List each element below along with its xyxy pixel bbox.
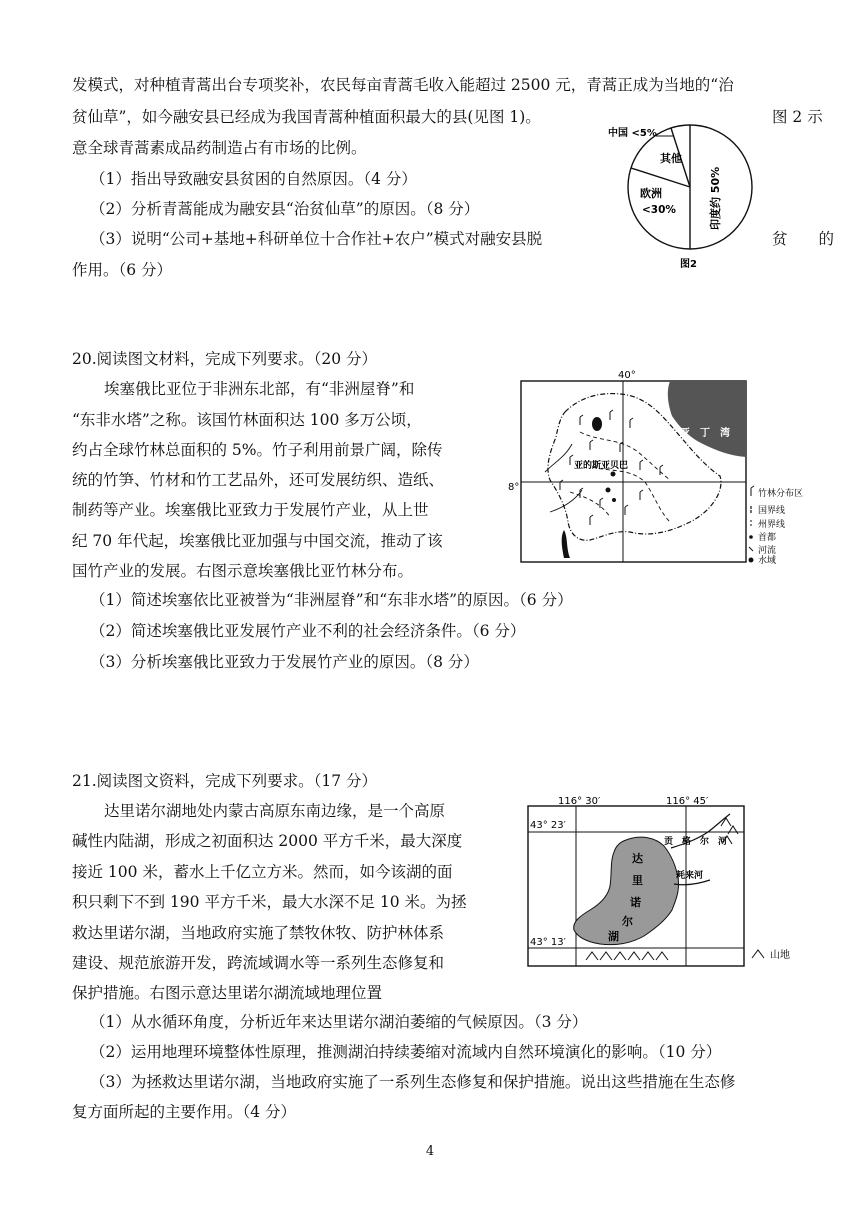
intro-line-2-right: 图 2 示 — [772, 108, 823, 126]
q20-para-5: 制药等产业。埃塞俄比亚致力于发展竹产业，从上世 — [72, 501, 429, 519]
legend-river-icon — [749, 547, 753, 551]
pie-chart-figure — [600, 122, 770, 272]
capital-label: 亚的斯亚贝巴 — [574, 461, 629, 471]
q21-para-5: 救达里诺尔湖，当地政府实施了禁牧休牧、防护林体系 — [72, 924, 445, 942]
legend-river: 河流 — [758, 546, 777, 556]
pie-label-india: 印度约 50% — [709, 166, 722, 230]
legend-water: 水域 — [758, 556, 777, 566]
pie-label-europe-pct: <30% — [642, 204, 676, 216]
intro-line-1: 发模式，对种植青蒿出台专项奖补，农民每亩青蒿毛收入能超过 2500 元，青蒿正成为当地的“治 — [72, 76, 734, 94]
q20-sub-1: （1）简述埃塞依比亚被誉为“非洲屋脊”和“东非水塔”的原因。（6 分） — [90, 591, 573, 609]
legend-capital: 首都 — [758, 533, 777, 543]
q21-sub-1: （1）从水循环角度，分析近年来达里诺尔湖泊萎缩的气候原因。（3 分） — [90, 1013, 588, 1031]
map21-lat1: 43° 23′ — [530, 820, 566, 831]
lake-tana — [592, 417, 602, 431]
q21-para-4: 积只剩下不到 190 平方千米，最大水深不足 10 米。为拯 — [72, 893, 467, 911]
q20-heading: 20.阅读图文材料，完成下列要求。（20 分） — [72, 350, 378, 368]
q21-sub-2: （2）运用地理环境整体性原理，推测湖泊持续萎缩对流域内自然环境演化的影响。（10 分） — [90, 1043, 722, 1061]
legend-bamboo: 竹林分布区 — [758, 489, 804, 499]
map-lon-label: 40° — [618, 370, 636, 381]
map21-lon2: 116° 45′ — [666, 796, 709, 807]
river1-label: 贡 格 尔 河 — [664, 837, 728, 847]
capital-marker — [611, 472, 616, 477]
pie-label-europe: 欧洲 — [640, 187, 662, 200]
dalinor-lake-map — [526, 796, 816, 970]
lake-char-2: 里 — [632, 874, 643, 887]
intro-line-3: 意全球青蒿素成品药制造占有市场的比例。 — [72, 139, 367, 157]
pie-caption: 图2 — [680, 259, 697, 270]
intro-line-2: 贫仙草”，如今融安县已经成为我国青蒿种植面积最大的县(见图 1)。 — [72, 108, 541, 126]
ethiopia-map — [508, 370, 820, 566]
intro-question-2: （2）分析青蒿能成为融安县“治贫仙草”的原因。（8 分） — [90, 200, 480, 218]
legend-mountain: 山地 — [770, 950, 790, 961]
legend-state: 州界线 — [758, 520, 786, 530]
intro-question-3: （3）说明“公司+基地+科研单位十合作社+农户”模式对融安县脱 — [90, 230, 543, 248]
river2-label: 耗来河 — [676, 871, 704, 881]
q21-para-6: 建设、规范旅游开发，跨流域调水等一系列生态修复和 — [72, 954, 445, 972]
lake-char-1: 达 — [632, 852, 643, 865]
gulf-label: 亚 丁 湾 — [680, 428, 730, 439]
legend-bamboo-icon — [751, 486, 754, 496]
page-number: 4 — [425, 1144, 435, 1159]
q20-para-7: 国竹产业的发展。右图示意埃塞俄比亚竹林分布。 — [72, 562, 414, 580]
legend-border: 国界线 — [758, 506, 786, 516]
lake-char-5: 湖 — [608, 930, 619, 943]
q20-sub-2: （2）简述埃塞俄比亚发展竹产业不利的社会经济条件。（6 分） — [90, 622, 526, 640]
q21-para-3: 接近 100 米，蓄水上千亿立方米。然而，如今该湖的面 — [72, 863, 453, 881]
q20-para-2: “东非水塔”之称。该国竹林面积达 100 多万公顷， — [72, 411, 422, 429]
map21-lon1: 116° 30′ — [558, 796, 601, 807]
map21-lat2: 43° 13′ — [530, 937, 566, 948]
pie-label-other: 其他 — [660, 152, 682, 165]
q21-sub-3a: （3）为拯救达里诺尔湖，当地政府实施了一系列生态修复和保护措施。说出这些措施在生态修 — [90, 1073, 736, 1091]
intro-question-3-right: 贫 的 — [772, 230, 835, 248]
lake-char-4: 尔 — [622, 915, 633, 928]
q21-sub-3b: 复方面所起的主要作用。（4 分） — [72, 1103, 297, 1121]
pie-label-china: 中国 <5% — [608, 128, 657, 139]
q20-sub-3: （3）分析埃塞俄比亚致力于发展竹产业的原因。（8 分） — [90, 653, 479, 671]
legend-mountain-icon — [752, 950, 764, 958]
q20-para-1: 埃塞俄比亚位于非洲东北部，有“非洲屋脊”和 — [104, 380, 415, 398]
map-legend — [749, 486, 804, 566]
intro-question-1: （1）指出导致融安县贫困的自然原因。（4 分） — [90, 170, 417, 188]
intro-question-3-cont: 作用。（6 分） — [72, 261, 173, 279]
small-lake-2 — [612, 498, 616, 502]
q20-para-6: 纪 70 年代起，埃塞俄比亚加强与中国交流，推动了该 — [72, 532, 443, 550]
small-lake-1 — [606, 488, 611, 493]
legend-capital-icon — [749, 535, 753, 539]
legend-water-icon — [749, 558, 754, 563]
q20-para-4: 统的竹笋、竹材和竹工艺品外，还可发展纺织、造纸、 — [72, 471, 445, 489]
lake-char-3: 诺 — [630, 896, 641, 909]
map-lat-label: 8° — [508, 482, 520, 493]
q21-para-7: 保护措施。右图示意达里诺尔湖流域地理位置 — [72, 984, 383, 1002]
q21-para-2: 碱性内陆湖，形成之初面积达 2000 平方千米，最大深度 — [72, 832, 463, 850]
q21-heading: 21.阅读图文资料，完成下列要求。（17 分） — [72, 772, 378, 790]
q20-para-3: 约占全球竹林总面积的 5%。竹子利用前景广阔，除传 — [72, 441, 443, 459]
q21-para-1: 达里诺尔湖地处内蒙古高原东南边缘，是一个高原 — [104, 802, 446, 820]
